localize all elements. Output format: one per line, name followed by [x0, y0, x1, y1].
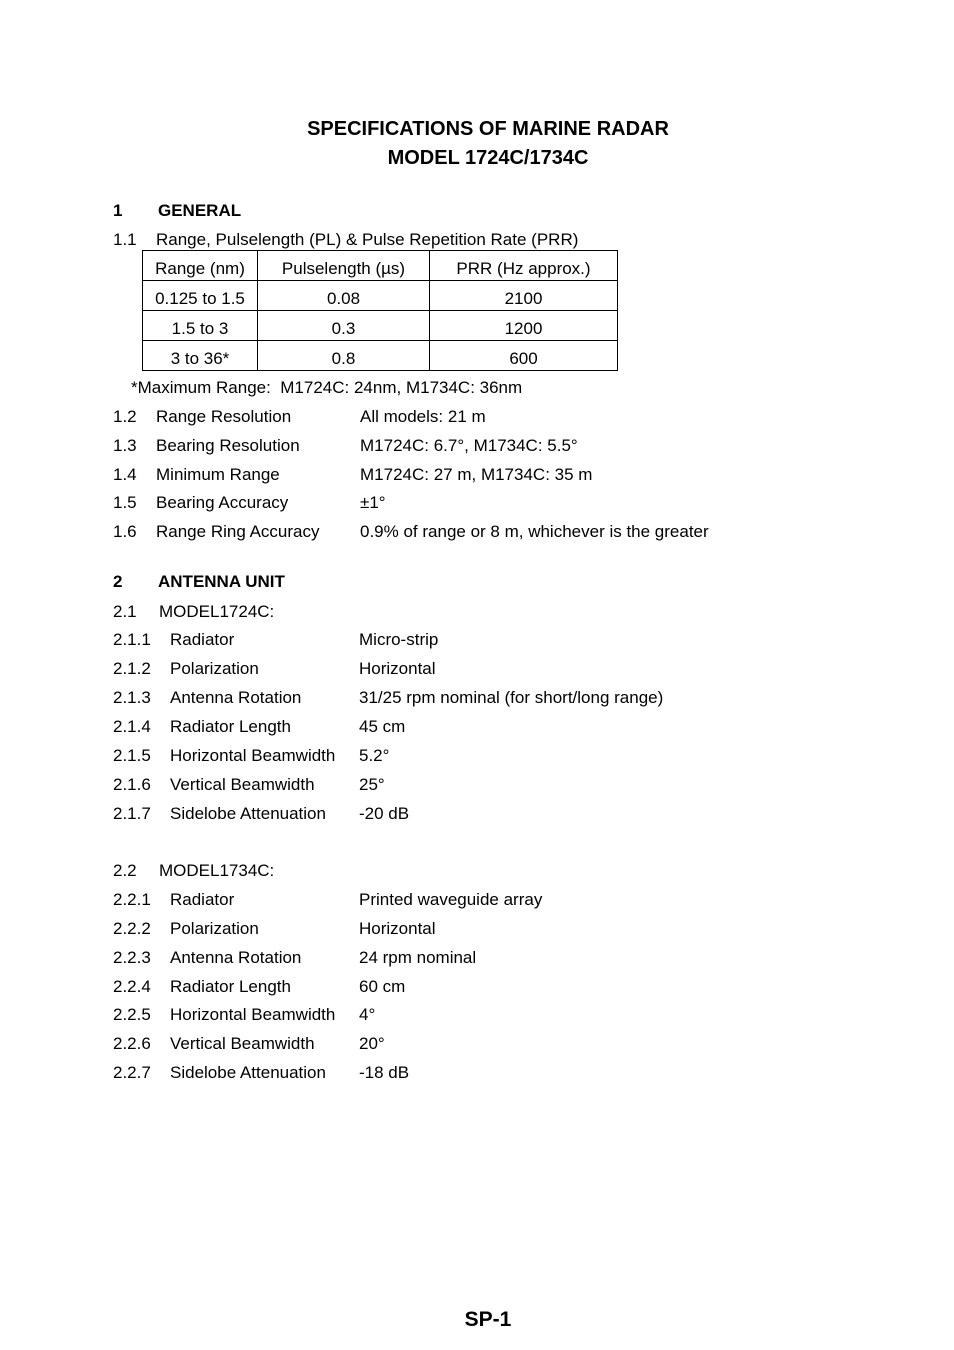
section-2-number: 2: [113, 572, 123, 591]
item-label: Polarization: [170, 919, 259, 938]
table-cell: 2100: [430, 281, 618, 311]
table-row: [143, 281, 618, 311]
item-number: 2.2.3: [113, 948, 151, 967]
item-label: Bearing Resolution: [156, 436, 300, 455]
item-value: 45 cm: [359, 717, 406, 736]
item-value: M1724C: 27 m, M1734C: 35 m: [360, 465, 593, 484]
max-range-note: *Maximum Range: M1724C: 24nm, M1734C: 36nm: [131, 378, 523, 397]
item-1-1-number: 1.1: [113, 230, 137, 249]
item-label: Radiator Length: [170, 977, 291, 996]
table-header-cell: Range (nm): [143, 251, 258, 281]
item-number: 2.2.6: [113, 1034, 151, 1053]
item-number: 2.1.6: [113, 775, 151, 794]
item-value: ±1°: [360, 493, 386, 512]
item-label: Range Ring Accuracy: [156, 522, 320, 541]
item-value: 0.9% of range or 8 m, whichever is the greater: [360, 522, 709, 541]
table-cell: 0.8: [258, 341, 430, 371]
model-1724c-label: MODEL1724C:: [159, 602, 275, 621]
item-label: Radiator Length: [170, 717, 291, 736]
item-number: 2.1.1: [113, 630, 151, 649]
item-label: Horizontal Beamwidth: [170, 746, 336, 765]
item-value: 4°: [359, 1005, 376, 1024]
item-value: Micro-strip: [359, 630, 439, 649]
item-label: Sidelobe Attenuation: [170, 1063, 326, 1082]
model-1724c-number: 2.1: [113, 602, 137, 621]
title-line-2: MODEL 1724C/1734C: [387, 147, 589, 169]
item-label: Radiator: [170, 630, 235, 649]
table-cell: 0.3: [258, 311, 430, 341]
item-number: 1.6: [113, 522, 137, 541]
item-value: 5.2°: [359, 746, 390, 765]
table-cell: 1200: [430, 311, 618, 341]
item-number: 2.2.7: [113, 1063, 151, 1082]
title-line-1: SPECIFICATIONS OF MARINE RADAR: [307, 118, 669, 140]
table-header-cell: PRR (Hz approx.): [430, 251, 618, 281]
item-value: 24 rpm nominal: [359, 948, 477, 967]
item-label: Radiator: [170, 890, 235, 909]
item-number: 1.2: [113, 407, 137, 426]
item-number: 2.1.5: [113, 746, 151, 765]
item-value: 25°: [359, 775, 385, 794]
item-label: Vertical Beamwidth: [170, 1034, 315, 1053]
item-number: 2.2.4: [113, 977, 151, 996]
section-2-heading: ANTENNA UNIT: [158, 572, 285, 591]
item-number: 1.4: [113, 465, 137, 484]
item-value: M1724C: 6.7°, M1734C: 5.5°: [360, 436, 578, 455]
table-header-cell: Pulselength (µs): [258, 251, 430, 281]
item-number: 2.1.2: [113, 659, 151, 678]
table-cell: 0.08: [258, 281, 430, 311]
table-cell: 1.5 to 3: [143, 311, 258, 341]
item-label: Antenna Rotation: [170, 948, 302, 967]
item-value: All models: 21 m: [360, 407, 486, 426]
table-cell: 600: [430, 341, 618, 371]
item-value: -18 dB: [359, 1063, 410, 1082]
section-1-heading: GENERAL: [158, 201, 242, 220]
item-number: 2.2.2: [113, 919, 151, 938]
item-label: Antenna Rotation: [170, 688, 302, 707]
item-number: 2.1.3: [113, 688, 151, 707]
item-number: 1.5: [113, 493, 137, 512]
table-row: [143, 341, 618, 371]
item-value: 20°: [359, 1034, 385, 1053]
item-label: Minimum Range: [156, 465, 280, 484]
item-label: Bearing Accuracy: [156, 493, 289, 512]
section-1-number: 1: [113, 201, 123, 220]
item-value: Horizontal: [359, 659, 436, 678]
range-pulselength-table: [142, 250, 618, 371]
item-label: Range Resolution: [156, 407, 292, 426]
model-1734c-number: 2.2: [113, 861, 137, 880]
item-value: 60 cm: [359, 977, 406, 996]
item-value: 31/25 rpm nominal (for short/long range): [359, 688, 664, 707]
model-1734c-label: MODEL1734C:: [159, 861, 275, 880]
page-number: SP-1: [464, 1308, 512, 1331]
item-number: 2.1.4: [113, 717, 151, 736]
table-row: [143, 311, 618, 341]
item-number: 2.1.7: [113, 804, 151, 823]
item-value: Horizontal: [359, 919, 436, 938]
item-label: Polarization: [170, 659, 259, 678]
item-label: Vertical Beamwidth: [170, 775, 315, 794]
table-header-row: [143, 251, 618, 281]
item-label: Sidelobe Attenuation: [170, 804, 326, 823]
item-1-1-label: Range, Pulselength (PL) & Pulse Repetition Rate (PRR): [156, 230, 579, 249]
item-value: Printed waveguide array: [359, 890, 543, 909]
item-label: Horizontal Beamwidth: [170, 1005, 336, 1024]
item-number: 2.2.5: [113, 1005, 151, 1024]
table-cell: 0.125 to 1.5: [143, 281, 258, 311]
item-value: -20 dB: [359, 804, 410, 823]
item-number: 2.2.1: [113, 890, 151, 909]
table-cell: 3 to 36*: [143, 341, 258, 371]
item-number: 1.3: [113, 436, 137, 455]
